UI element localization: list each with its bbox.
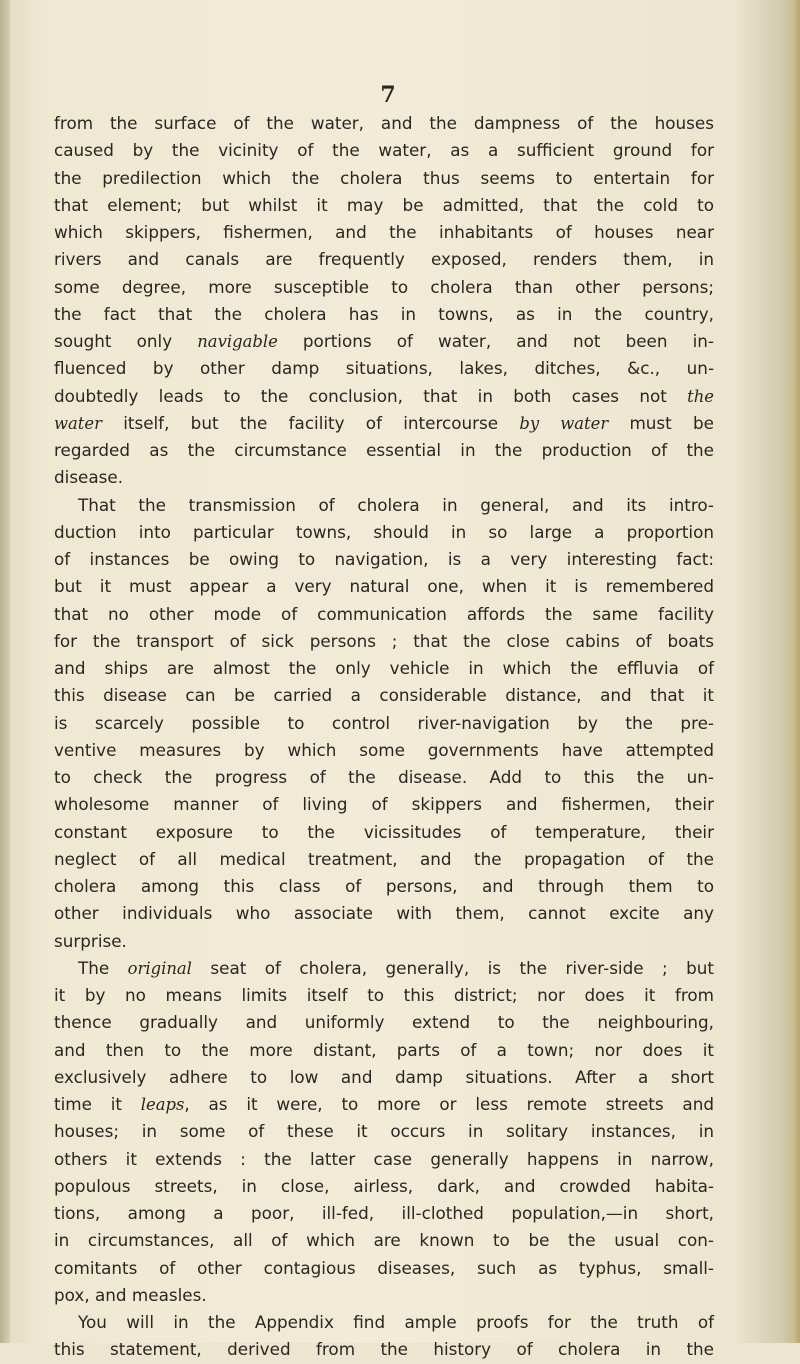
text-line: [54, 1200, 714, 1227]
text-segment: cholera among this class of persons, and through them to: [54, 876, 714, 896]
text-line: [54, 1282, 714, 1309]
text-segment: in circumstances, all of which are known to be the usual con-: [54, 1230, 714, 1251]
text-line: [54, 710, 714, 737]
text-line: [54, 301, 714, 328]
text-segment: of instances be owing to navigation, is a very interesting fact:: [54, 549, 714, 569]
page-edge: [782, 0, 800, 1343]
text-line: [54, 1146, 714, 1173]
text-line: [54, 737, 714, 764]
text-line: [54, 1309, 714, 1336]
text-line: [54, 1336, 714, 1363]
text-line: [54, 982, 714, 1009]
text-line: [54, 355, 714, 382]
text-segment: the predilection which the cholera thus seems to entertain for: [54, 167, 714, 188]
text-line: [54, 791, 714, 818]
text-segment: itself, but the facility of intercourse: [101, 412, 520, 433]
text-line: [54, 274, 714, 301]
text-segment: tions, among a poor, ill-fed, ill-clothed population,—in short,: [54, 1203, 714, 1223]
text-segment: time it: [54, 1094, 141, 1114]
text-segment: and then to the more distant, parts of a town; nor does it: [54, 1039, 714, 1060]
text-line: [54, 165, 714, 192]
text-segment: duction into particular towns, should in so large a proportion: [54, 521, 714, 542]
text-segment: which skippers, fishermen, and the inhabitants of houses near: [54, 222, 714, 242]
text-segment: caused by the vicinity of the water, as a sufficient ground for: [54, 140, 714, 161]
text-line: [54, 601, 714, 628]
body-text: [54, 110, 714, 1364]
text-segment: others it extends : the latter case generally happens in narrow,: [54, 1148, 714, 1169]
text-line: [54, 110, 714, 137]
text-segment: portions of water, and not been in-: [277, 331, 714, 351]
text-line: [54, 1009, 714, 1036]
text-segment: for the transport of sick persons ; that the close cabins of boats: [54, 630, 714, 651]
text-line: [54, 682, 714, 709]
text-segment: ventive measures by which some governments have attempted: [54, 739, 714, 760]
text-segment: doubtedly leads to the conclusion, that in both cases not: [54, 385, 688, 406]
italic-text: leaps: [140, 1095, 185, 1114]
text-line: [54, 137, 714, 164]
text-segment: must be: [608, 412, 715, 433]
text-segment: this disease can be carried a considerable distance, and that it: [54, 685, 714, 706]
text-segment: , as it were, to more or less remote streets and: [184, 1094, 714, 1114]
text-segment: to check the progress of the disease. Add to this the un-: [54, 767, 714, 787]
text-segment: this statement, derived from the history of cholera in the: [54, 1339, 714, 1360]
text-segment: it by no means limits itself to this district; nor does it from: [54, 985, 714, 1005]
text-line: [54, 1255, 714, 1282]
text-line: [54, 219, 714, 246]
text-line: [54, 819, 714, 846]
text-segment: pox, and measles.: [54, 1284, 207, 1305]
text-segment: the fact that the cholera has in towns, as in the country,: [54, 303, 714, 324]
text-segment: The: [78, 957, 128, 978]
text-line: [54, 246, 714, 273]
text-line: [54, 873, 714, 900]
page-number: 7: [380, 82, 396, 108]
text-segment: surprise.: [54, 930, 127, 951]
text-line: [54, 383, 714, 410]
text-segment: and ships are almost the only vehicle in which the effluvia of: [54, 658, 714, 678]
italic-text: the: [687, 386, 714, 406]
italic-text: original: [127, 958, 192, 978]
text-line: [54, 464, 714, 491]
text-segment: exclusively adhere to low and damp situations. After a short: [54, 1066, 714, 1087]
text-segment: wholesome manner of living of skippers and fishermen, their: [54, 794, 714, 815]
italic-text: water: [54, 413, 102, 433]
text-line: [54, 1227, 714, 1254]
text-line: [54, 573, 714, 600]
text-line: [54, 928, 714, 955]
text-line: [54, 1091, 714, 1118]
italic-text: navigable: [197, 332, 278, 351]
text-segment: You will in the Appendix find ample proofs for the truth of: [78, 1312, 714, 1332]
text-segment: regarded as the circumstance essential in the production of the: [54, 440, 714, 460]
text-segment: from the surface of the water, and the dampness of the houses: [54, 113, 714, 133]
text-line: [54, 192, 714, 219]
text-segment: neglect of all medical treatment, and the propagation of the: [54, 848, 714, 869]
text-line: [54, 900, 714, 927]
text-segment: houses; in some of these it occurs in solitary instances, in: [54, 1121, 714, 1142]
text-line: [54, 492, 714, 519]
text-segment: other individuals who associate with them, cannot excite any: [54, 903, 714, 924]
text-segment: is scarcely possible to control river-navigation by the pre-: [54, 712, 714, 733]
text-segment: that element; but whilst it may be admitted, that the cold to: [54, 194, 714, 215]
italic-text: by water: [519, 413, 609, 433]
text-segment: disease.: [54, 467, 124, 488]
text-segment: some degree, more susceptible to cholera than other persons;: [54, 276, 714, 297]
text-line: [54, 437, 714, 464]
text-segment: populous streets, in close, airless, dark, and crowded habita-: [54, 1175, 714, 1196]
text-line: [54, 546, 714, 573]
text-segment: rivers and canals are frequently exposed, renders them, in: [54, 249, 714, 270]
page-gutter: [0, 0, 10, 1343]
text-segment: seat of cholera, generally, is the river-side ; but: [191, 957, 714, 978]
text-line: [54, 519, 714, 546]
text-line: [54, 628, 714, 655]
text-line: [54, 655, 714, 682]
text-segment: fluenced by other damp situations, lakes, ditches, &c., un-: [54, 358, 714, 379]
text-segment: sought only: [54, 331, 198, 351]
text-line: [54, 328, 714, 355]
text-line: [54, 410, 714, 437]
text-line: [54, 1037, 714, 1064]
text-segment: comitants of other contagious diseases, such as typhus, small-: [54, 1257, 714, 1278]
text-segment: but it must appear a very natural one, when it is remembered: [54, 576, 714, 597]
text-line: [54, 1064, 714, 1091]
text-line: [54, 846, 714, 873]
text-line: [54, 764, 714, 791]
text-segment: that no other mode of communication affords the same facility: [54, 603, 714, 624]
text-segment: That the transmission of cholera in general, and its intro-: [78, 494, 714, 515]
text-line: [54, 1173, 714, 1200]
text-line: [54, 1118, 714, 1145]
text-line: [54, 955, 714, 982]
text-segment: thence gradually and uniformly extend to the neighbouring,: [54, 1012, 714, 1033]
text-segment: constant exposure to the vicissitudes of temperature, their: [54, 821, 714, 842]
